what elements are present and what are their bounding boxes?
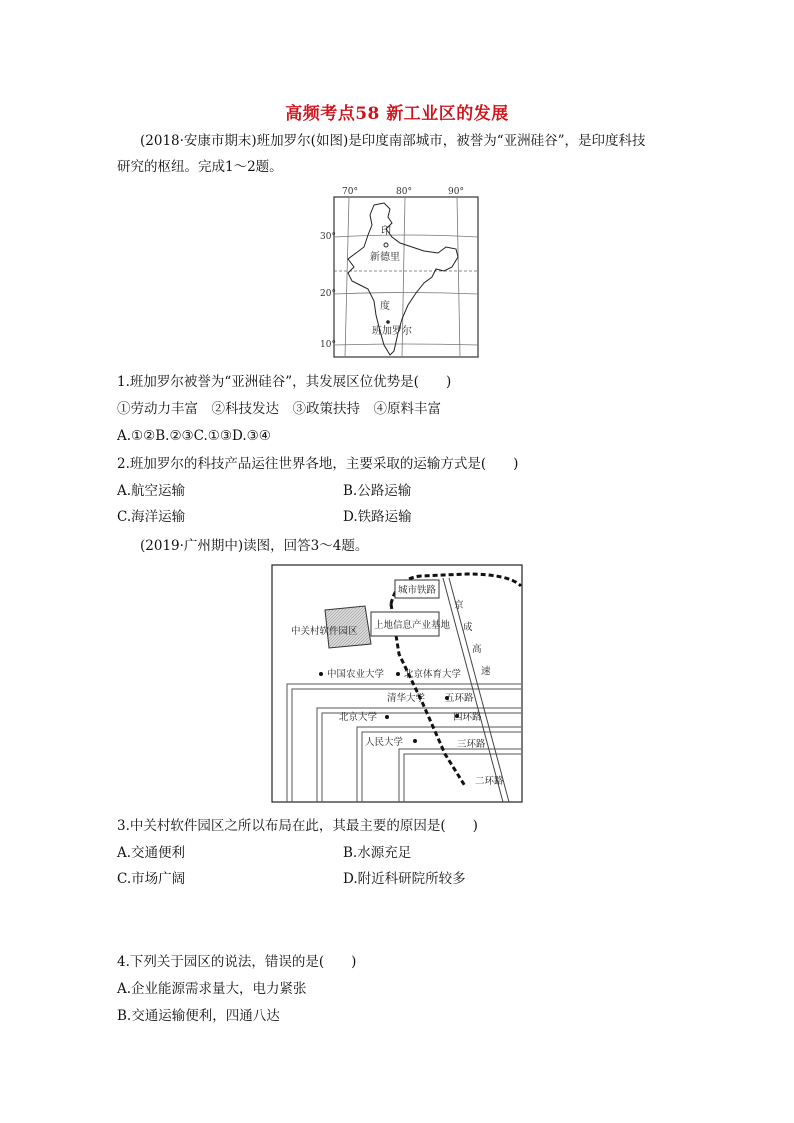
q3-option-b[interactable]: B.水源充足 (343, 845, 412, 861)
uni-label-bsu: 北京体育大学 (404, 669, 462, 680)
uni-label-cau: 中国农业大学 (327, 669, 385, 680)
intro-line-2: 研究的枢纽。完成1～2题。 (117, 159, 283, 175)
lon-label-80: 80° (396, 187, 412, 197)
india-map (320, 185, 484, 360)
new-delhi-marker (384, 243, 388, 247)
bangalore-marker (386, 320, 390, 324)
q2-option-b[interactable]: B.公路运输 (343, 483, 412, 499)
intro-2: (2019·广州期中)读图，回答3～4题。 (140, 538, 369, 554)
country-label-yin: 印 (381, 226, 391, 237)
ring-label-2: 二环路 (475, 776, 504, 787)
lon-label-70: 70° (342, 187, 358, 197)
zhongguancun-map (271, 564, 523, 804)
q3-stem: 3.中关村软件园区之所以布局在此，其最主要的原因是( ) (117, 818, 478, 834)
bangalore-label: 班加罗尔 (372, 326, 412, 337)
expressway-char-1: 京 (454, 600, 464, 611)
lon-label-90: 90° (448, 187, 464, 197)
expressway-char-4: 速 (481, 666, 491, 677)
q2-option-a[interactable]: A.航空运输 (117, 483, 186, 499)
uni-label-tsinghua: 清华大学 (387, 693, 426, 704)
country-label-du: 度 (380, 301, 390, 312)
uni-label-ruc: 人民大学 (365, 737, 404, 748)
expressway-char-2: 成 (463, 622, 473, 633)
uni-label-pku: 北京大学 (339, 712, 378, 723)
intro-line-1: (2018·安康市期末)班加罗尔(如图)是印度南部城市，被誉为“亚洲硅谷”，是印度科技 (140, 133, 646, 149)
ring-label-5: 五环路 (445, 693, 474, 704)
expressway-char-3: 高 (472, 644, 482, 655)
q1-stem: 1.班加罗尔被誉为“亚洲硅谷”，其发展区位优势是( ) (117, 374, 452, 390)
ring-label-4: 四环路 (453, 712, 482, 723)
page-title: 高频考点58 新工业区的发展 (285, 104, 509, 124)
new-delhi-label: 新德里 (370, 252, 400, 263)
q4-option-a[interactable]: A.企业能源需求量大，电力紧张 (117, 981, 307, 997)
lat-label-10: 10° (320, 340, 336, 350)
lat-label-30: 30° (320, 232, 336, 242)
railway-label: 城市铁路 (398, 585, 437, 596)
shangdi-base-label: 上地信息产业基地 (374, 620, 451, 631)
q1-choices: A.①②B.②③C.①③D.③④ (117, 428, 271, 444)
q4-stem: 4.下列关于园区的说法，错误的是( ) (117, 954, 357, 970)
q3-option-d[interactable]: D.附近科研院所较多 (343, 871, 466, 887)
q2-stem: 2.班加罗尔的科技产品运往世界各地，主要采取的运输方式是( ) (117, 456, 519, 472)
q4-option-b[interactable]: B.交通运输便利，四通八达 (117, 1008, 280, 1024)
q3-option-a[interactable]: A.交通便利 (117, 845, 186, 861)
q2-option-c[interactable]: C.海洋运输 (117, 509, 186, 525)
q1-items: ①劳动力丰富 ②科技发达 ③政策扶持 ④原料丰富 (117, 401, 441, 417)
ring-label-3: 三环路 (457, 739, 486, 750)
software-park-label: 中关村软件园区 (291, 626, 358, 637)
lat-label-20: 20° (320, 289, 336, 299)
q3-option-c[interactable]: C.市场广阔 (117, 871, 186, 887)
q2-option-d[interactable]: D.铁路运输 (343, 509, 412, 525)
